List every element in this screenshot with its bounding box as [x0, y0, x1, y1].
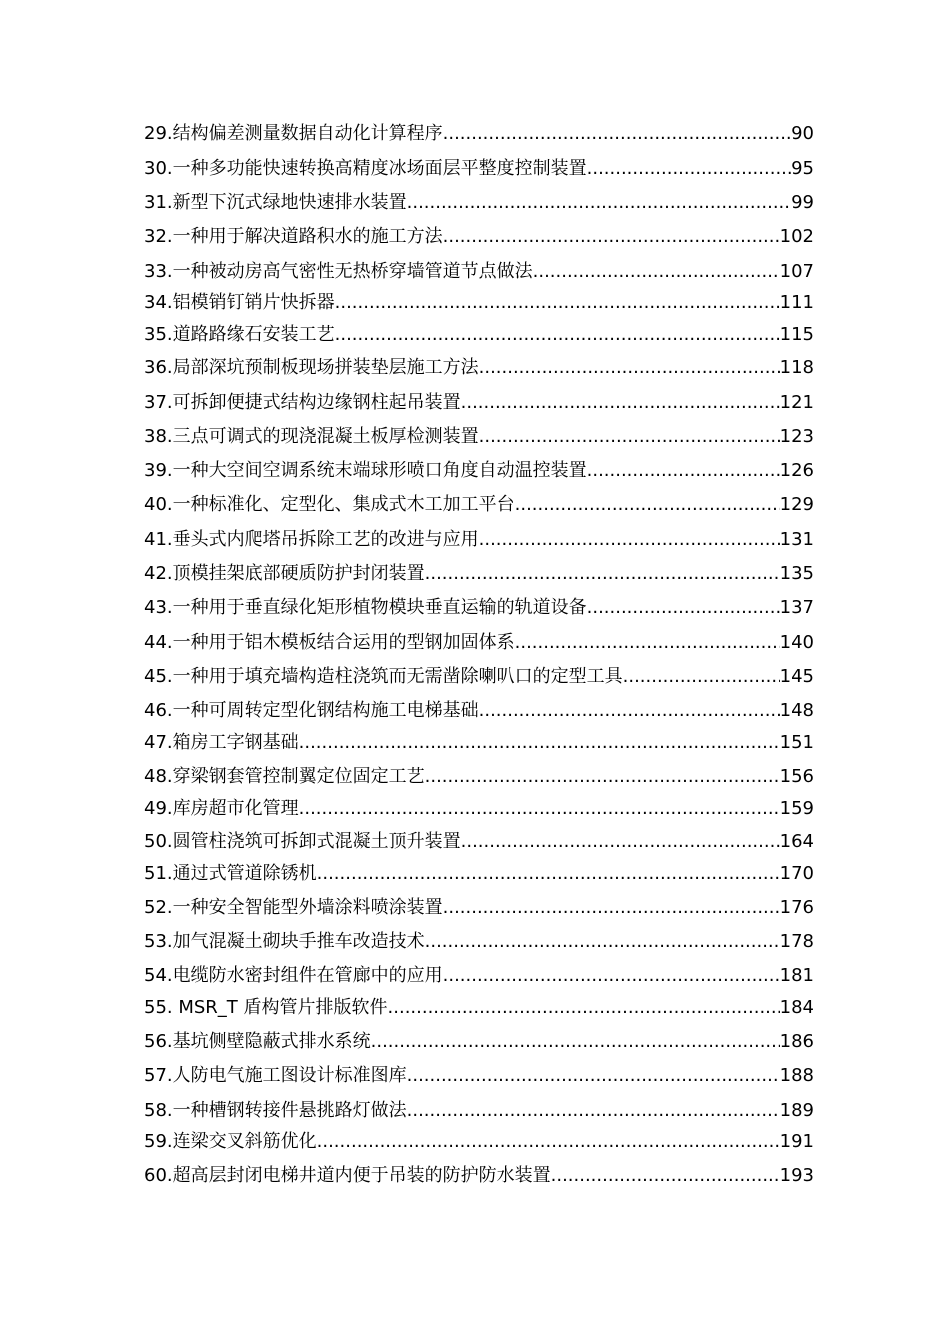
- toc-dot-leader: [587, 593, 780, 623]
- toc-entry-title: 41.垂头式内爬塔吊拆除工艺的改进与应用: [144, 529, 479, 550]
- toc-entry-page: 129: [779, 494, 814, 515]
- toc-dot-leader: [461, 827, 780, 857]
- toc-dot-leader: [587, 154, 791, 184]
- toc-entry-title: 35.道路路缘石安装工艺: [144, 324, 335, 345]
- toc-entry: [144, 525, 814, 555]
- toc-entry-page: 145: [779, 666, 814, 687]
- toc-entry-title: 39.一种大空间空调系统末端球形喷口角度自动温控装置: [144, 460, 587, 481]
- toc-entry-title: 57.人防电气施工图设计标准图库: [144, 1065, 407, 1086]
- toc-entry: [144, 628, 814, 658]
- toc-entry-page: 126: [779, 460, 814, 481]
- toc-entry-title: 42.顶模挂架底部硬质防护封闭装置: [144, 563, 425, 584]
- toc-entry: [144, 388, 814, 418]
- toc-entry-title: 60.超高层封闭电梯井道内便于吊装的防护防水装置: [144, 1165, 551, 1186]
- toc-entry-page: 123: [779, 426, 814, 447]
- toc-entry-title: 29.结构偏差测量数据自动化计算程序: [144, 123, 443, 144]
- toc-entry-title: 40.一种标准化、定型化、集成式木工加工平台: [144, 494, 515, 515]
- toc-entry: [144, 1096, 814, 1126]
- toc-entry-title: 53.加气混凝土砌块手推车改造技术: [144, 931, 425, 952]
- toc-entry-page: 191: [779, 1131, 814, 1152]
- toc-entry: [144, 288, 814, 318]
- toc-dot-leader: [299, 794, 780, 824]
- toc-entry-page: 184: [779, 997, 814, 1018]
- toc-entry-page: 115: [779, 324, 814, 345]
- toc-dot-leader: [443, 893, 780, 923]
- toc-dot-leader: [371, 1027, 780, 1057]
- toc-dot-leader: [479, 696, 780, 726]
- toc-entry-title: 50.圆管柱浇筑可拆卸式混凝土顶升装置: [144, 831, 461, 852]
- toc-entry-page: 151: [779, 732, 814, 753]
- toc-entry-title: 59.连梁交叉斜筋优化: [144, 1131, 317, 1152]
- toc-entry-page: 137: [779, 597, 814, 618]
- toc-entry-page: 186: [779, 1031, 814, 1052]
- toc-dot-leader: [407, 1061, 780, 1091]
- toc-dot-leader: [388, 993, 780, 1023]
- toc-entry: [144, 893, 814, 923]
- toc-entry-page: 159: [779, 798, 814, 819]
- toc-entry-title: 44.一种用于铝木模板结合运用的型钢加固体系: [144, 632, 515, 653]
- toc-dot-leader: [515, 490, 780, 520]
- toc-dot-leader: [335, 320, 780, 350]
- toc-entry-page: 111: [779, 292, 814, 313]
- toc-entry-page: 140: [779, 632, 814, 653]
- toc-dot-leader: [443, 961, 780, 991]
- toc-entry: [144, 353, 814, 383]
- toc-dot-leader: [317, 1127, 780, 1157]
- toc-entry: [144, 993, 814, 1023]
- toc-entry: [144, 490, 814, 520]
- toc-entry: [144, 728, 814, 758]
- toc-entry: [144, 422, 814, 452]
- toc-entry-title: 54.电缆防水密封组件在管廊中的应用: [144, 965, 443, 986]
- toc-dot-leader: [515, 628, 780, 658]
- toc-entry-title: 38.三点可调式的现浇混凝土板厚检测装置: [144, 426, 479, 447]
- toc-entry-page: 121: [779, 392, 814, 413]
- toc-entry-title: 49.库房超市化管理: [144, 798, 299, 819]
- toc-entry: [144, 257, 814, 287]
- toc-entry-page: 148: [779, 700, 814, 721]
- toc-entry-page: 95: [791, 158, 814, 179]
- toc-entry-page: 189: [779, 1100, 814, 1121]
- toc-entry-page: 188: [779, 1065, 814, 1086]
- toc-entry-page: 178: [779, 931, 814, 952]
- toc-entry-title: 52.一种安全智能型外墙涂料喷涂装置: [144, 897, 443, 918]
- toc-entry-title: 43.一种用于垂直绿化矩形植物模块垂直运输的轨道设备: [144, 597, 587, 618]
- toc-entry-page: 107: [779, 261, 814, 282]
- toc-entry-title: 45.一种用于填充墙构造柱浇筑而无需凿除喇叭口的定型工具: [144, 666, 623, 687]
- toc-entry-page: 99: [791, 192, 814, 213]
- toc-entry-page: 131: [779, 529, 814, 550]
- toc-entry: [144, 927, 814, 957]
- toc-entry-title: 34.铝模销钉销片快拆器: [144, 292, 335, 313]
- toc-dot-leader: [407, 188, 791, 218]
- toc-dot-leader: [587, 456, 780, 486]
- toc-dot-leader: [479, 353, 780, 383]
- toc-dot-leader: [461, 388, 780, 418]
- toc-dot-leader: [479, 525, 780, 555]
- toc-entry: [144, 1061, 814, 1091]
- toc-entry-page: 164: [779, 831, 814, 852]
- toc-entry-title: 55. MSR_T 盾构管片排版软件: [144, 997, 388, 1018]
- toc-entry-page: 90: [791, 123, 814, 144]
- toc-entry: [144, 320, 814, 350]
- toc-entry: [144, 188, 814, 218]
- toc-entry-page: 102: [779, 226, 814, 247]
- toc-entry-title: 48.穿梁钢套管控制翼定位固定工艺: [144, 766, 425, 787]
- toc-entry-title: 47.箱房工字钢基础: [144, 732, 299, 753]
- toc-dot-leader: [443, 119, 791, 149]
- toc-entry: [144, 154, 814, 184]
- toc-entry-page: 181: [779, 965, 814, 986]
- toc-entry: [144, 222, 814, 252]
- toc-entry-title: 51.通过式管道除锈机: [144, 863, 317, 884]
- toc-entry-title: 32.一种用于解决道路积水的施工方法: [144, 226, 443, 247]
- toc-dot-leader: [317, 859, 780, 889]
- toc-entry-page: 193: [779, 1165, 814, 1186]
- toc-dot-leader: [407, 1096, 780, 1126]
- toc-entry: [144, 662, 814, 692]
- toc-entry-page: 135: [779, 563, 814, 584]
- toc-entry: [144, 762, 814, 792]
- toc-dot-leader: [551, 1161, 780, 1191]
- toc-entry: [144, 859, 814, 889]
- toc-entry-page: 118: [779, 357, 814, 378]
- toc-entry-page: 156: [779, 766, 814, 787]
- toc-entry: [144, 827, 814, 857]
- toc-entry: [144, 559, 814, 589]
- toc-entry-title: 56.基坑侧壁隐蔽式排水系统: [144, 1031, 371, 1052]
- toc-entry-title: 36.局部深坑预制板现场拼装垫层施工方法: [144, 357, 479, 378]
- toc-dot-leader: [299, 728, 780, 758]
- toc-entry: [144, 794, 814, 824]
- toc-entry: [144, 593, 814, 623]
- toc-entry-title: 31.新型下沉式绿地快速排水装置: [144, 192, 407, 213]
- toc-entry: [144, 456, 814, 486]
- toc-entry: [144, 1127, 814, 1157]
- toc-entry-title: 37.可拆卸便捷式结构边缘钢柱起吊装置: [144, 392, 461, 413]
- toc-dot-leader: [623, 662, 780, 692]
- toc-dot-leader: [425, 762, 780, 792]
- toc-entry-title: 33.一种被动房高气密性无热桥穿墙管道节点做法: [144, 261, 533, 282]
- toc-entry-title: 58.一种槽钢转接件悬挑路灯做法: [144, 1100, 407, 1121]
- toc-dot-leader: [533, 257, 780, 287]
- toc-entry-page: 176: [779, 897, 814, 918]
- toc-entry: [144, 1161, 814, 1191]
- toc-dot-leader: [479, 422, 780, 452]
- toc-entry-title: 46.一种可周转定型化钢结构施工电梯基础: [144, 700, 479, 721]
- toc-entry: [144, 119, 814, 149]
- toc-entry-page: 170: [779, 863, 814, 884]
- toc-entry: [144, 1027, 814, 1057]
- toc-dot-leader: [425, 927, 780, 957]
- toc-entry-title: 30.一种多功能快速转换高精度冰场面层平整度控制装置: [144, 158, 587, 179]
- toc-dot-leader: [425, 559, 780, 589]
- toc-dot-leader: [335, 288, 780, 318]
- toc-entry: [144, 696, 814, 726]
- toc-dot-leader: [443, 222, 780, 252]
- toc-entry: [144, 961, 814, 991]
